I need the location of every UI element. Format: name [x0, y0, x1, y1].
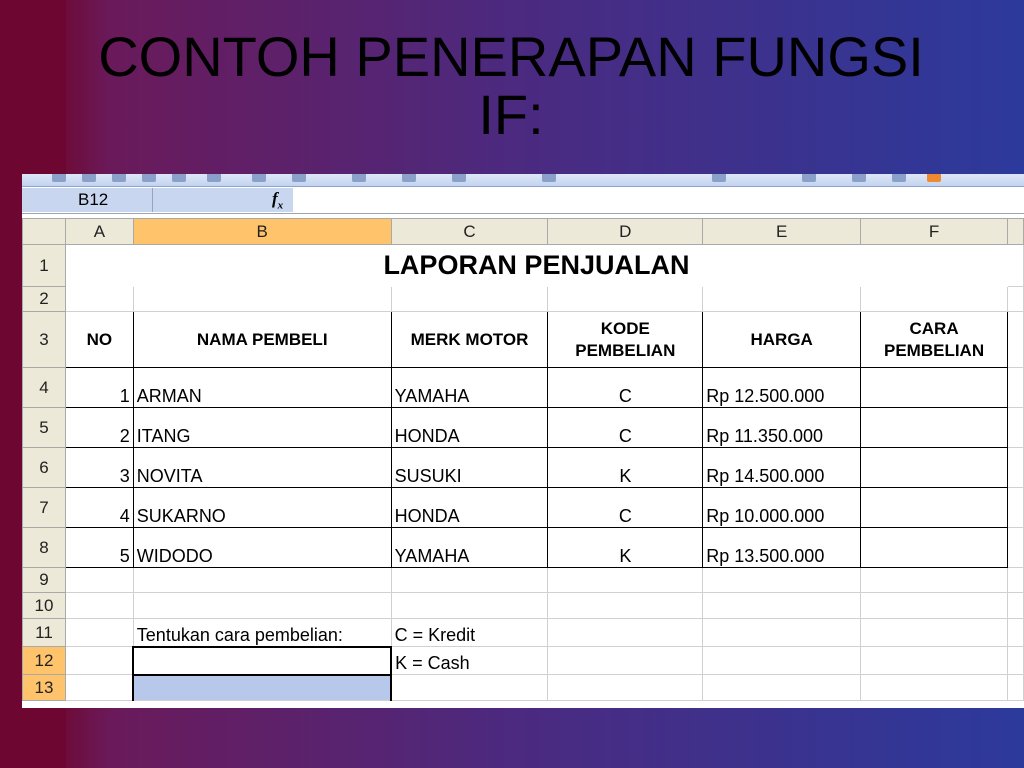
cell[interactable] [861, 619, 1008, 647]
row-header-6[interactable]: 6 [23, 448, 66, 488]
toolbar-icon[interactable] [802, 174, 816, 182]
cell-kode[interactable]: K [548, 448, 703, 488]
toolbar-icon[interactable] [207, 174, 221, 182]
instruction-cell[interactable]: Tentukan cara pembelian: [133, 619, 391, 647]
cell-nama[interactable]: ARMAN [133, 368, 391, 408]
row-header-3[interactable]: 3 [23, 312, 66, 368]
cell-no[interactable]: 4 [65, 488, 133, 528]
cell-kode[interactable]: C [548, 488, 703, 528]
col-header-b[interactable]: B [133, 219, 391, 245]
cell[interactable] [65, 619, 133, 647]
cell-harga[interactable]: Rp 11.350.000 [703, 408, 861, 448]
cell[interactable] [861, 593, 1008, 619]
cell-no[interactable]: 2 [65, 408, 133, 448]
row-header-1[interactable]: 1 [23, 245, 66, 287]
cell[interactable] [703, 287, 861, 312]
cell[interactable] [1007, 448, 1023, 488]
cell-no[interactable]: 3 [65, 448, 133, 488]
cell-kode[interactable]: K [548, 528, 703, 568]
legend-cash[interactable]: K = Cash [391, 647, 548, 675]
cell[interactable] [1007, 408, 1023, 448]
cell-no[interactable]: 1 [65, 368, 133, 408]
cell[interactable] [703, 647, 861, 675]
cell[interactable] [1007, 647, 1023, 675]
toolbar-icon[interactable] [402, 174, 416, 182]
cell[interactable] [548, 287, 703, 312]
cell-harga[interactable]: Rp 12.500.000 [703, 368, 861, 408]
toolbar-icon[interactable] [542, 174, 556, 182]
toolbar [22, 174, 1024, 187]
cell-cara[interactable] [861, 408, 1008, 448]
col-header-a[interactable]: A [65, 219, 133, 245]
toolbar-icon[interactable] [172, 174, 186, 182]
row-header-10[interactable]: 10 [23, 593, 66, 619]
name-box[interactable] [22, 188, 153, 212]
cell-nama[interactable]: SUKARNO [133, 488, 391, 528]
cell[interactable] [548, 619, 703, 647]
name-box-value: B12 [78, 190, 109, 209]
cell[interactable] [391, 593, 548, 619]
cell[interactable] [1007, 528, 1023, 568]
fx-icon[interactable]: $f_x$ [272, 189, 284, 212]
cell[interactable] [1007, 619, 1023, 647]
cell[interactable] [548, 593, 703, 619]
toolbar-icon[interactable] [927, 174, 941, 182]
header-merk-motor[interactable]: MERK MOTOR [391, 312, 548, 368]
header-kode-pembelian[interactable]: KODE PEMBELIAN [548, 312, 703, 368]
row-header-7[interactable]: 7 [23, 488, 66, 528]
cell-kode[interactable]: C [548, 368, 703, 408]
cell-cara[interactable] [861, 488, 1008, 528]
cell[interactable] [1007, 368, 1023, 408]
row-header-9[interactable]: 9 [23, 568, 66, 593]
row-header-11[interactable]: 11 [23, 619, 66, 647]
toolbar-icon[interactable] [892, 174, 906, 182]
cell[interactable] [133, 287, 391, 312]
header-cara-pembelian[interactable]: CARA PEMBELIAN [861, 312, 1008, 368]
cell-kode[interactable]: C [548, 408, 703, 448]
cell-cara[interactable] [861, 368, 1008, 408]
col-header-g[interactable] [1007, 219, 1023, 245]
cell-merk[interactable]: HONDA [391, 408, 548, 448]
cell-merk[interactable]: YAMAHA [391, 528, 548, 568]
toolbar-icon[interactable] [352, 174, 366, 182]
header-no[interactable]: NO [65, 312, 133, 368]
col-header-d[interactable]: D [548, 219, 703, 245]
cell[interactable] [65, 593, 133, 619]
toolbar-icon[interactable] [52, 174, 66, 182]
cell[interactable] [703, 568, 861, 593]
cell[interactable] [861, 568, 1008, 593]
cell[interactable] [703, 593, 861, 619]
cell-cara[interactable] [861, 528, 1008, 568]
formula-bar [22, 187, 1024, 214]
row-header-13[interactable]: 13 [23, 675, 66, 701]
cell[interactable] [1007, 488, 1023, 528]
cell-nama[interactable]: NOVITA [133, 448, 391, 488]
row-header-8[interactable]: 8 [23, 528, 66, 568]
header-harga[interactable]: HARGA [703, 312, 861, 368]
cell-merk[interactable]: HONDA [391, 488, 548, 528]
cell[interactable] [1007, 245, 1023, 287]
toolbar-icon[interactable] [252, 174, 266, 182]
toolbar-icon[interactable] [112, 174, 126, 182]
cell[interactable] [548, 675, 703, 701]
cell-harga[interactable]: Rp 10.000.000 [703, 488, 861, 528]
sheet-grid [22, 218, 1024, 701]
row-header-4[interactable]: 4 [23, 368, 66, 408]
cell-nama[interactable]: WIDODO [133, 528, 391, 568]
cell-nama[interactable]: ITANG [133, 408, 391, 448]
legend-kredit[interactable]: C = Kredit [391, 619, 548, 647]
cell[interactable] [1007, 568, 1023, 593]
cell[interactable] [65, 675, 133, 701]
active-cell-b12[interactable] [133, 647, 391, 675]
cell[interactable] [133, 593, 391, 619]
cell[interactable] [391, 287, 548, 312]
cell-cara[interactable] [861, 448, 1008, 488]
cell[interactable] [703, 619, 861, 647]
col-header-e[interactable]: E [703, 219, 861, 245]
cell[interactable] [861, 675, 1008, 701]
cell[interactable] [548, 647, 703, 675]
cell[interactable] [703, 675, 861, 701]
slide-title: CONTOH PENERAPAN FUNGSI IF: [98, 25, 924, 146]
select-all-corner[interactable] [23, 219, 66, 245]
cell[interactable] [65, 287, 133, 312]
toolbar-icon[interactable] [712, 174, 726, 182]
cell-harga[interactable]: Rp 14.500.000 [703, 448, 861, 488]
cell[interactable] [65, 568, 133, 593]
col-header-f[interactable]: F [861, 219, 1008, 245]
cell[interactable] [1007, 675, 1023, 701]
cell[interactable] [65, 647, 133, 675]
row-header-2[interactable]: 2 [23, 287, 66, 312]
toolbar-icon[interactable] [82, 174, 96, 182]
cell-merk[interactable]: YAMAHA [391, 368, 548, 408]
cell[interactable] [861, 287, 1008, 312]
cell[interactable] [1007, 287, 1023, 312]
spreadsheet-window [22, 174, 1024, 708]
cell[interactable] [1007, 312, 1023, 368]
cell[interactable] [133, 568, 391, 593]
cell[interactable] [391, 675, 548, 701]
cell-merk[interactable]: SUSUKI [391, 448, 548, 488]
row-header-5[interactable]: 5 [23, 408, 66, 448]
cell-no[interactable]: 5 [65, 528, 133, 568]
toolbar-icon[interactable] [292, 174, 306, 182]
cell[interactable] [861, 647, 1008, 675]
cell[interactable] [1007, 593, 1023, 619]
col-header-c[interactable]: C [391, 219, 548, 245]
toolbar-icon[interactable] [142, 174, 156, 182]
header-nama-pembeli[interactable]: NAMA PEMBELI [133, 312, 391, 368]
cell-harga[interactable]: Rp 13.500.000 [703, 528, 861, 568]
report-title[interactable]: LAPORAN PENJUALAN [383, 250, 690, 280]
selected-cell-b13[interactable] [133, 675, 391, 701]
cell[interactable] [391, 568, 548, 593]
toolbar-icon[interactable] [852, 174, 866, 182]
cell[interactable] [548, 568, 703, 593]
row-header-12[interactable]: 12 [23, 647, 66, 675]
toolbar-icon[interactable] [452, 174, 466, 182]
